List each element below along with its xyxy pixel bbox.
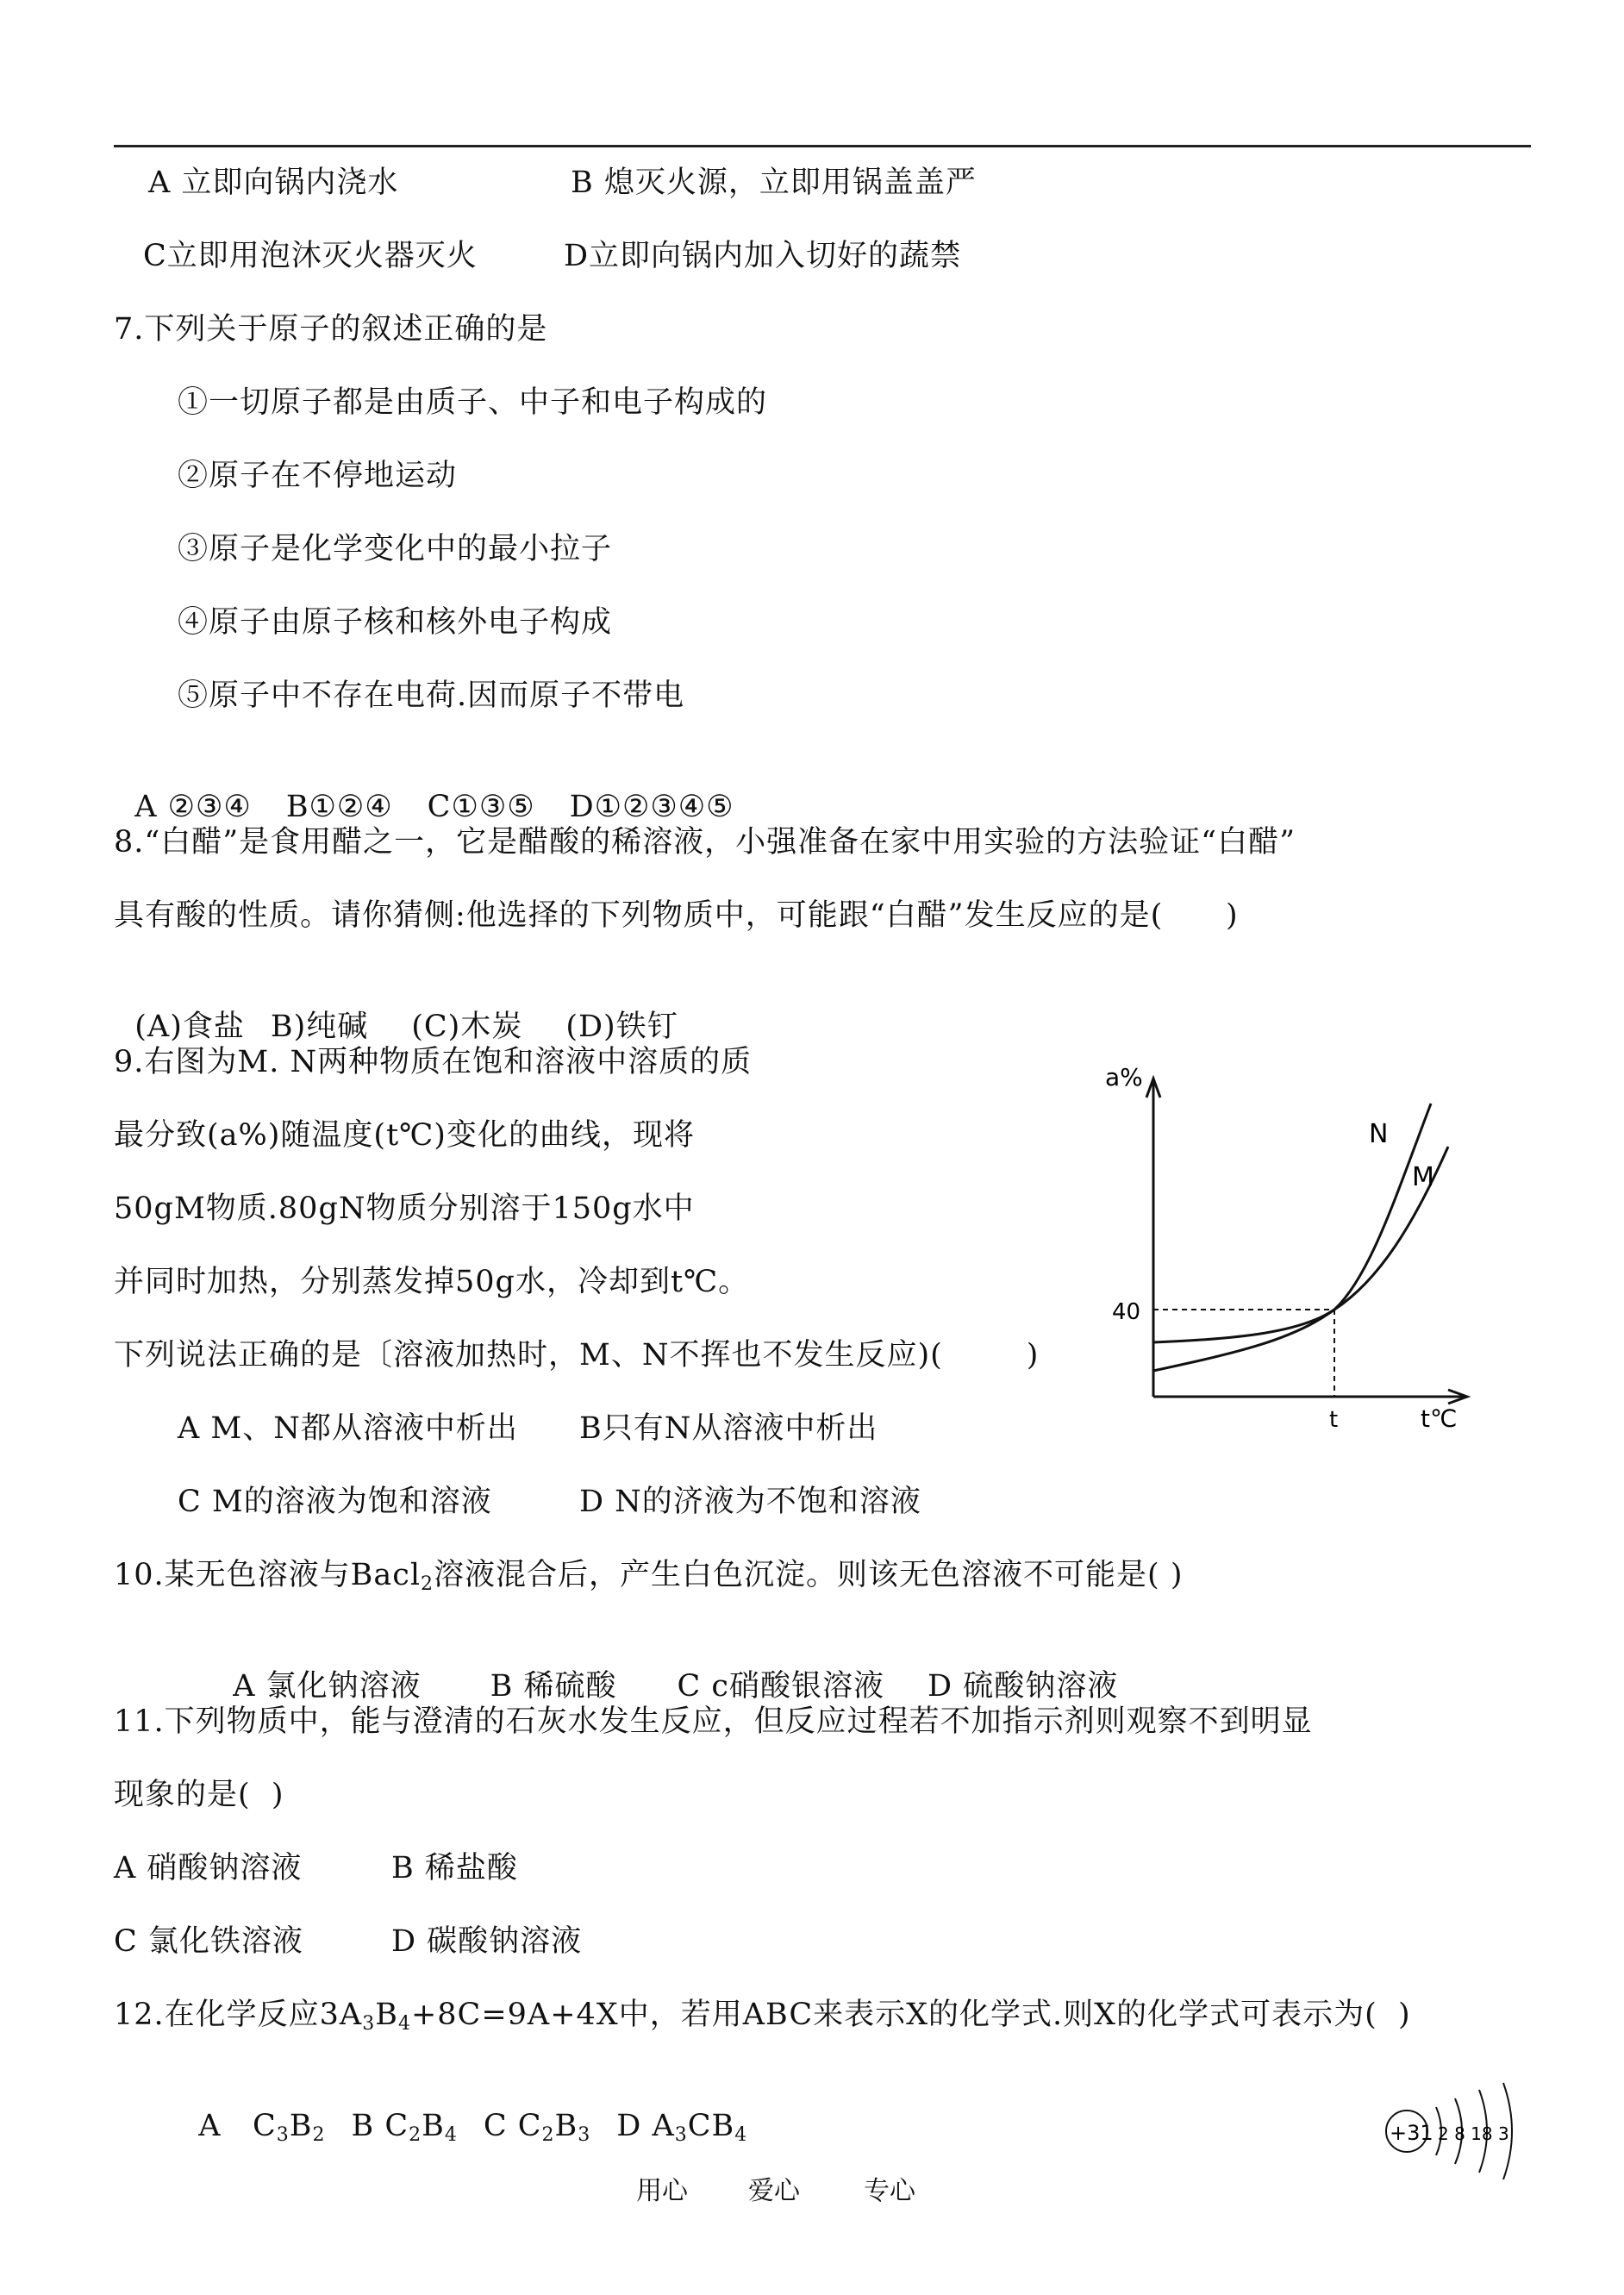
q10-option-a: A 氯化钠溶液 — [233, 1669, 422, 1704]
q12-a-p2: B — [289, 2109, 313, 2143]
q10-subscript: 2 — [421, 1573, 434, 1595]
q9-option-b: B只有N从溶液中析出 — [579, 1411, 878, 1446]
q10-option-d: D 硫酸钠溶液 — [928, 1669, 1119, 1704]
q12-b-p3: 4 — [444, 2124, 458, 2146]
q12-stem-part-1: 12.在化学反应3A — [114, 1998, 363, 2032]
q7-item-3: ③原子是化学变化中的最小拉子 — [178, 532, 613, 566]
q12-b-p0: C — [384, 2109, 409, 2143]
q12-c-p0: C — [517, 2109, 542, 2143]
q7-option-a: A ②③④ — [134, 790, 252, 824]
q7-item-1: ①一切原子都是由质子、中子和电子构成的 — [178, 385, 768, 420]
q12-sub-1: 3 — [362, 2013, 376, 2035]
q8-option-c: (C)木炭 — [411, 1010, 523, 1044]
header-rule — [114, 145, 1531, 147]
q8-options — [114, 970, 678, 1046]
q12-option-b-label: B — [351, 2109, 375, 2143]
q10-options — [212, 1629, 1118, 1705]
q10-option-c: C c硝酸银溶液 — [677, 1669, 885, 1704]
q12-a-p0: C — [252, 2109, 277, 2143]
q7-stem: 7.下列关于原子的叙述正确的是 — [114, 312, 548, 347]
q12-b-p2: B — [422, 2109, 445, 2143]
q11-stem-line-2: 现象的是( ) — [114, 1778, 284, 1812]
q12-stem-part-2: B — [375, 1998, 398, 2032]
y-axis-label: a% — [1105, 1065, 1143, 1091]
q12-a-p1: 3 — [276, 2124, 290, 2146]
y-tick-label: 40 — [1112, 1299, 1141, 1325]
q8-stem-line-1: 8.“白醋”是食用醋之一，它是醋酸的稀溶液，小强准备在家中用实验的方法验证“白醋” — [114, 825, 1296, 860]
q6-option-c: C立即用泡沐灭火器灭火 — [143, 239, 478, 273]
q12-b-p1: 2 — [409, 2124, 422, 2146]
q6-option-b: B 熄灭火源，立即用锅盖盖严 — [571, 166, 977, 200]
q9-stem-line-4: 并同时加热，分别蒸发掉50g水，冷却到t℃。 — [114, 1265, 750, 1299]
q10-option-b: B 稀硫酸 — [490, 1669, 617, 1704]
q11-option-a: A 硝酸钠溶液 — [114, 1851, 303, 1885]
curve-m-label: M — [1412, 1162, 1434, 1192]
q11-option-b: B 稀盐酸 — [391, 1851, 518, 1885]
q11-stem-line-1: 11.下列物质中，能与澄清的石灰水发生反应，但反应过程若不加指示剂则观察不到明显 — [114, 1704, 1313, 1739]
q9-stem-line-1: 9.右图为M. N两种物质在饱和溶液中溶质的质 — [114, 1045, 753, 1079]
q9-option-a: A M、N都从溶液中析出 — [178, 1411, 518, 1446]
q8-stem-line-2: 具有酸的性质。请你猜侧:他选择的下列物质中，可能跟“白醋”发生反应的是( ) — [114, 898, 1239, 933]
footer-text-2: 爱心 — [748, 2176, 800, 2206]
q12-option-d-label: D — [616, 2109, 642, 2143]
q7-option-b: B①②④ — [285, 790, 393, 824]
q12-option-c-label: C — [483, 2109, 508, 2143]
q10-stem — [114, 1556, 1183, 1594]
x-tick-label: t — [1329, 1407, 1339, 1433]
q6-option-d: D立即向锅内加入切好的蔬禁 — [564, 239, 962, 273]
q12-stem — [114, 1996, 1411, 2034]
curve-n-label: N — [1369, 1119, 1389, 1149]
q11-option-c: C 氯化铁溶液 — [114, 1924, 303, 1959]
q7-option-c: C①③⑤ — [427, 790, 535, 824]
footer-text-1: 用心 — [636, 2176, 688, 2206]
q9-stem-line-2: 最分致(a%)随温度(t℃)变化的曲线，现将 — [114, 1118, 695, 1153]
q7-option-d: D①②③④⑤ — [569, 790, 734, 824]
q12-c-p3: 3 — [578, 2124, 591, 2146]
q12-d-p1: 3 — [674, 2124, 688, 2146]
q10-stem-pre: 10.某无色溶液与Bacl — [114, 1558, 422, 1592]
q7-item-4: ④原子由原子核和核外电子构成 — [178, 605, 613, 640]
q12-a-p3: 2 — [312, 2124, 326, 2146]
q12-option-b — [351, 2107, 457, 2145]
q12-d-p2: CB — [687, 2109, 735, 2143]
q9-option-c: C M的溶液为饱和溶液 — [178, 1485, 492, 1519]
q12-c-p2: B — [554, 2109, 578, 2143]
curve-n — [1153, 1104, 1431, 1371]
q12-option-a — [198, 2107, 325, 2145]
q7-item-2: ②原子在不停地运动 — [178, 459, 458, 493]
q12-stem-part-3: +8C=9A+4X中，若用ABC来表示X的化学式.则X的化学式可表示为( ) — [410, 1998, 1411, 2032]
q12-sub-2: 4 — [397, 2013, 411, 2035]
q6-option-a: A 立即向锅内浇水 — [148, 166, 399, 200]
nucleus-charge: +31 — [1390, 2121, 1433, 2145]
q8-option-b: B)纯碱 — [270, 1010, 369, 1044]
q7-item-5: ⑤原子中不存在电荷.因而原子不带电 — [178, 678, 685, 713]
q12-d-p3: 4 — [734, 2124, 748, 2146]
q12-c-p1: 2 — [541, 2124, 555, 2146]
q12-d-p0: A — [652, 2109, 675, 2143]
shell-electrons: 2 8 18 3 — [1438, 2123, 1509, 2144]
atom-structure-diagram — [1377, 2079, 1529, 2200]
q11-option-d: D 碳酸钠溶液 — [391, 1924, 583, 1959]
q12-option-c — [484, 2107, 590, 2145]
q12-options — [178, 2069, 747, 2145]
q9-option-d: D N的济液为不饱和溶液 — [579, 1485, 921, 1519]
footer-text-3: 专心 — [864, 2176, 915, 2206]
q9-stem-line-5: 下列说法正确的是〔溶液加热时，M、N不挥也不发生反应)( ) — [114, 1338, 1040, 1373]
x-axis-label: t℃ — [1421, 1404, 1458, 1433]
q7-options — [114, 750, 734, 826]
q9-stem-line-3: 50gM物质.80gN物质分别溶于150g水中 — [114, 1191, 695, 1226]
q12-option-d — [616, 2107, 747, 2145]
q12-option-a-label: A — [198, 2109, 222, 2143]
solubility-graph — [1095, 1065, 1474, 1444]
q8-option-d: (D)铁钉 — [565, 1010, 678, 1044]
q8-option-a: (A)食盐 — [134, 1010, 245, 1044]
q10-stem-post: 溶液混合后，产生白色沉淀。则该无色溶液不可能是( ) — [434, 1558, 1184, 1592]
